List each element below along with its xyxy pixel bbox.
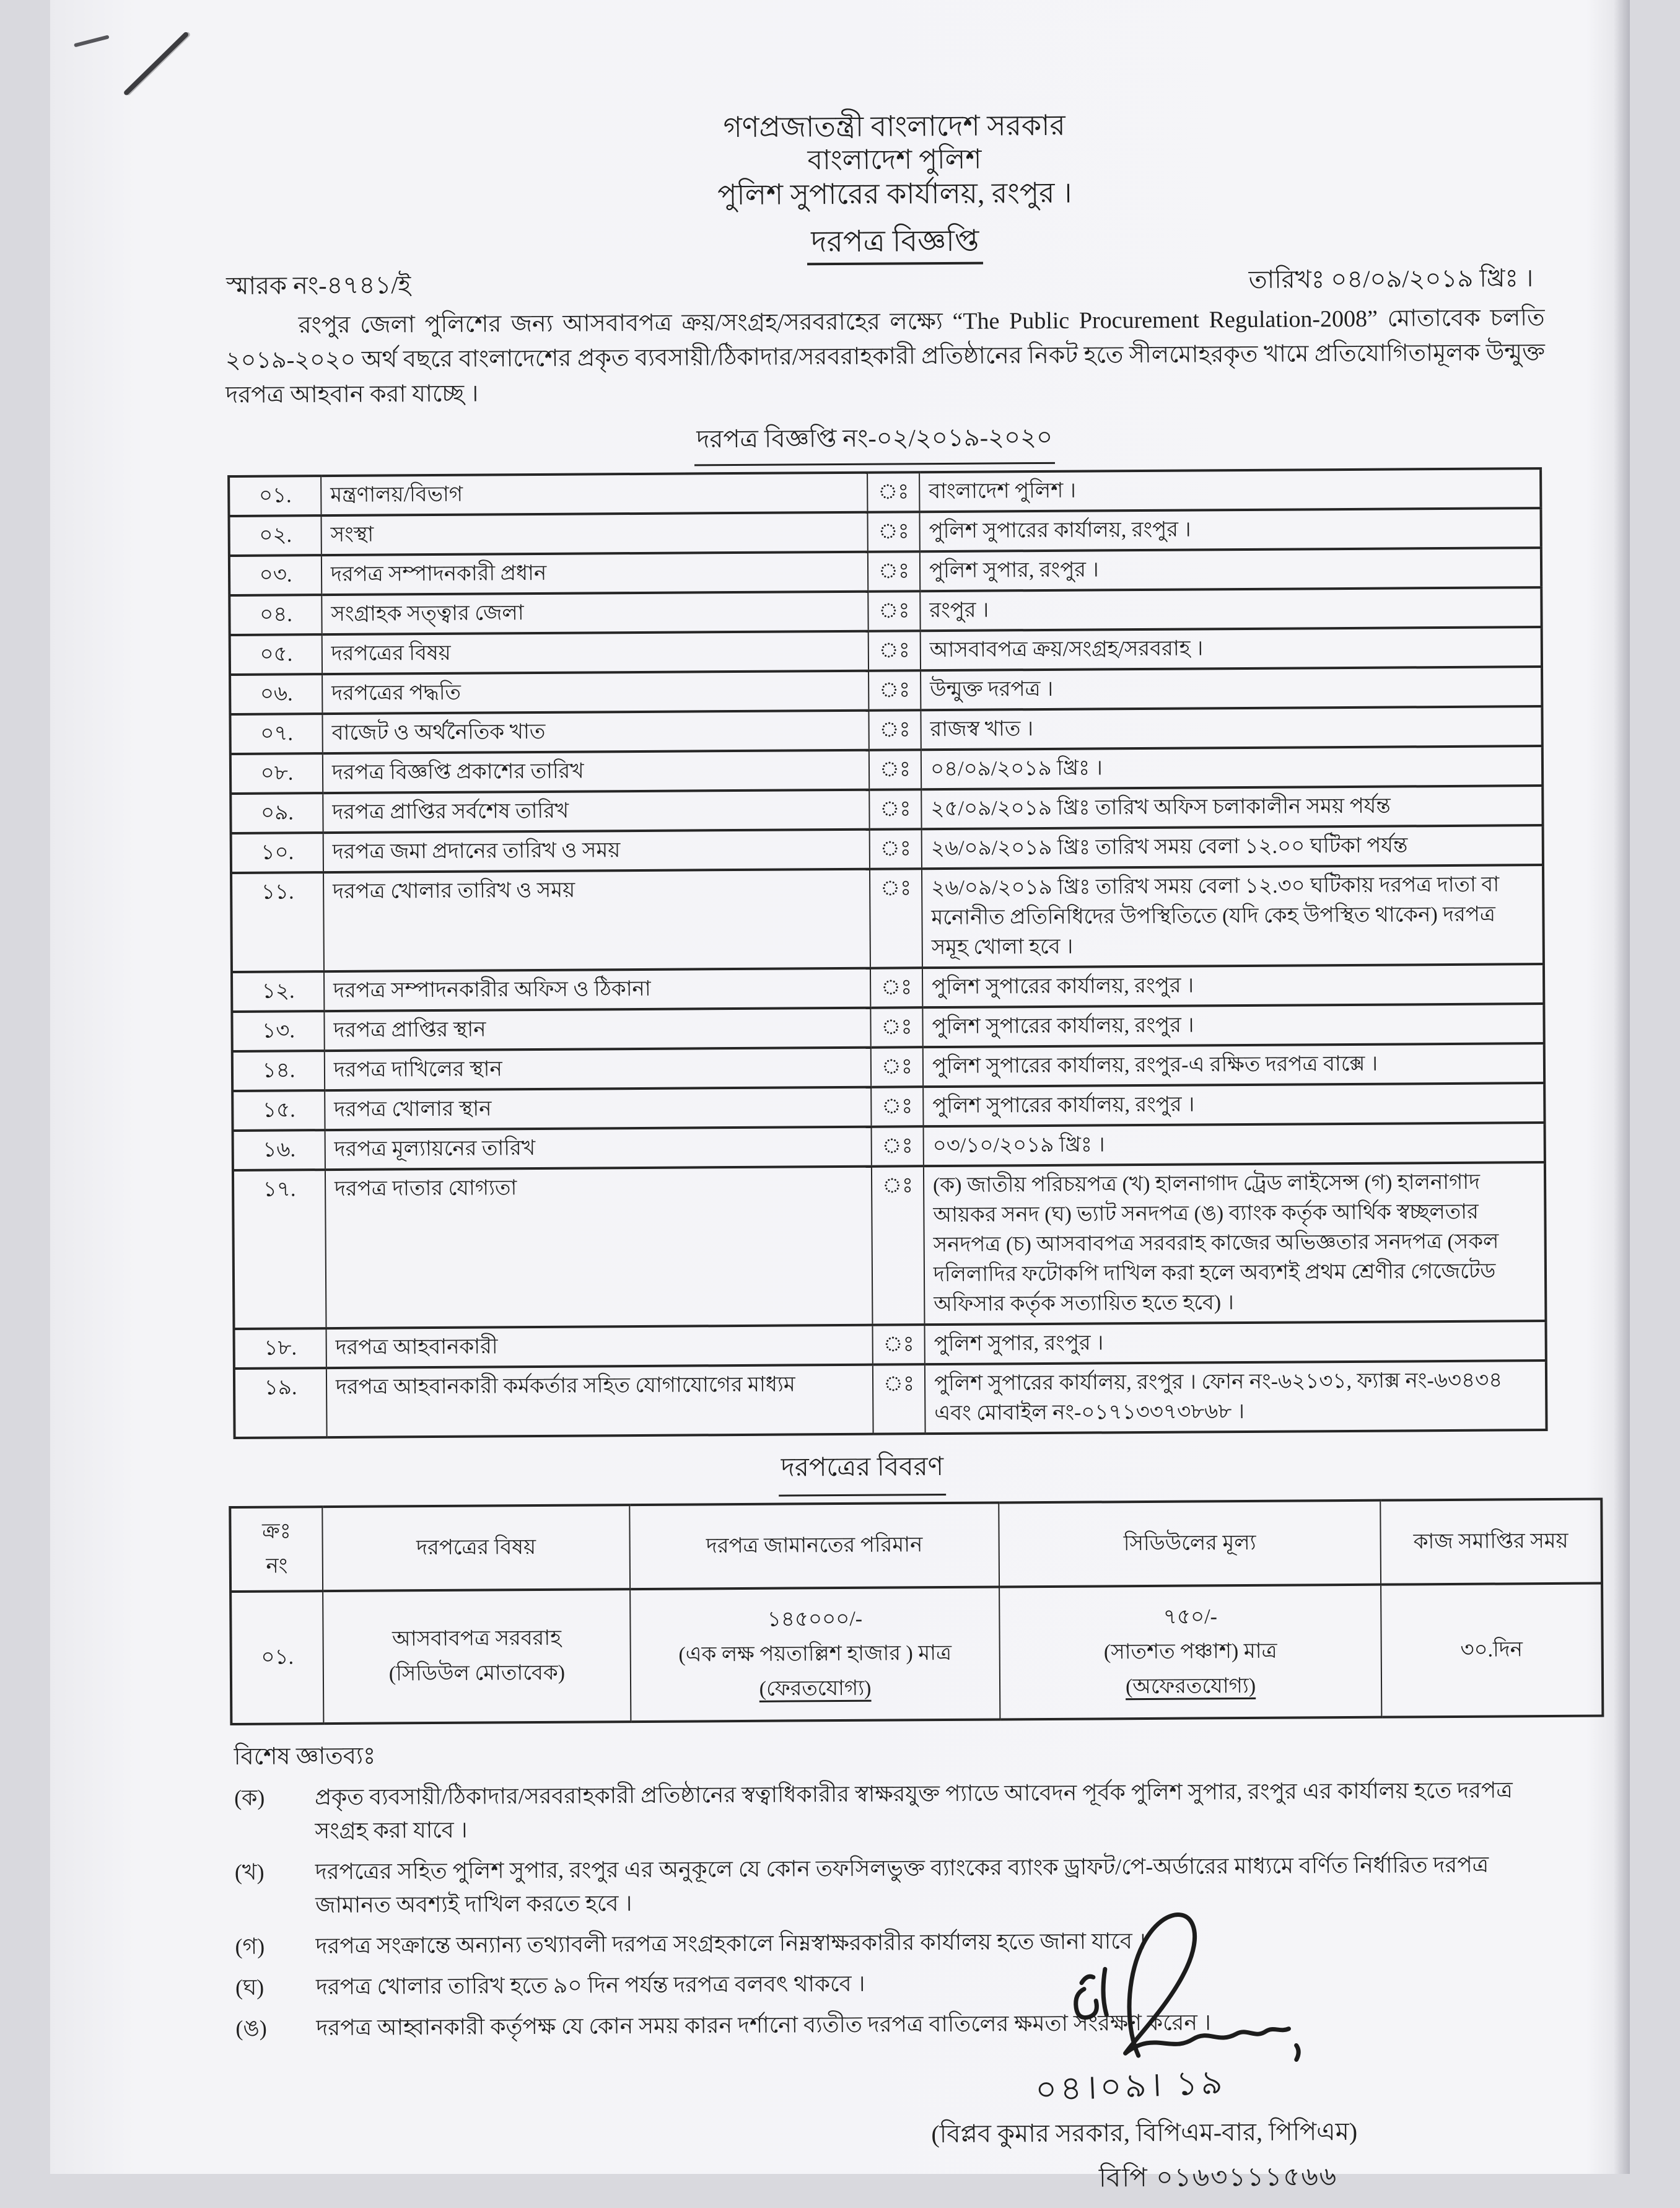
row-colon: ঃ [868, 670, 921, 711]
row-value: রংপুর । [920, 587, 1541, 631]
special-notes-heading: বিশেষ জ্ঞাতব্যঃ [234, 1743, 376, 1771]
handwritten-signature-icon [1060, 1908, 1352, 2065]
row-colon: ঃ [872, 1325, 924, 1365]
row-colon: ঃ [867, 472, 919, 512]
row-colon: ঃ [869, 750, 921, 790]
row-serial: ১২. [232, 971, 324, 1012]
details-header-security: দরপত্র জামানতের পরিমান [629, 1502, 999, 1589]
row-value: পুলিশ সুপারের কার্যালয়, রংপুর । [923, 1083, 1544, 1126]
row-serial: ০২. [229, 515, 321, 556]
row-colon: ঃ [870, 1007, 922, 1048]
schedule-price-words: (সাতশত পঞ্চাশ) মাত্র [1103, 1639, 1277, 1664]
note-item [234, 1773, 1567, 1848]
row-colon: ঃ [868, 551, 920, 592]
row-value: পুলিশ সুপার, রংপুর । [920, 548, 1541, 591]
security-amount-words: (এক লক্ষ পয়তাল্লিশ হাজার ) মাত্র [678, 1641, 952, 1667]
row-value: পুলিশ সুপারের কার্যালয়, রংপুর । ফোন নং-৬২১৩১, ফ্যাক্স নং-৬৩৪৩৪ এবং মোবাইল নং-০১৭১৩৩৭৩৮৬৮ । [925, 1360, 1547, 1434]
row-serial: ১৪. [232, 1051, 325, 1091]
note-text: প্রকৃত ব্যবসায়ী/ঠিকাদার/সরবরাহকারী প্রতিষ্ঠানের স্বত্বাধিকারীর স্বাক্ষরযুক্ত প্যাডে আবেদন পূর্বক পুলিশ সুপার, রংপুর এর কার্যালয় হতে দরপত্র সংগ্রহ করা যাবে । [315, 1777, 1513, 1844]
row-value: ২৬/০৯/২০১৯ খ্রিঃ তারিখ সময় বেলা ১২.৩০ ঘটিকায় দরপত্র দাতা বা মনোনীত প্রতিনিধিদের উপস্থিতিতে (যদি কেহ উপস্থিত থাকেন) দরপত্র সমূহ খোলা হবে । [922, 865, 1544, 968]
row-value: ০৩/১০/২০১৯ খ্রিঃ । [924, 1123, 1545, 1166]
row-label: দরপত্র খোলার তারিখ ও সময় [323, 869, 870, 971]
row-label: দরপত্রের পদ্ধতি [322, 671, 868, 714]
note-text: দরপত্রের সহিত পুলিশ সুপার, রংপুর এর অনুকূলে যে কোন তফসিলভুক্ত ব্যাংকের ব্যাংক ড্রাফট/পে-অর্ডারের মাধ্যমে বর্ণিত নির্ধারিত দরপত্র জামানত অবশ্যই দাখিল করতে হবে । [315, 1852, 1489, 1918]
office-name: পুলিশ সুপারের কার্যালয়, রংপুর । [717, 177, 1072, 211]
details-header-subject: দরপত্রের বিষয় [322, 1505, 630, 1591]
details-schedule-price-cell [999, 1585, 1381, 1720]
row-serial: ০৪. [229, 595, 322, 635]
notice-table-title-wrap [122, 414, 1627, 470]
note-label: (ঙ) [235, 2015, 267, 2041]
details-header-duration: কাজ সমাপ্তির সময় [1380, 1499, 1602, 1585]
details-header-serial-line2: নং [266, 1554, 288, 1578]
notice-table-title: দরপত্র বিজ্ঞপ্তি নং-০২/২০১৯-২০২০ [694, 418, 1055, 467]
row-serial: ০১. [229, 476, 321, 516]
note-text: দরপত্র সংক্রান্তে অন্যান্য তথ্যাবলী দরপত্র সংগ্রহকালে নিম্নস্বাক্ষরকারীর কার্যালয় হতে জানা যাবে । [315, 1929, 1146, 1959]
row-label: দরপত্র দাতার যোগ্যতা [325, 1167, 873, 1328]
schedule-nonrefundable: (অফেরতযোগ্য) [1125, 1674, 1256, 1699]
details-title: দরপত্রের বিবরণ [779, 1446, 947, 1497]
table-row [233, 1162, 1546, 1329]
details-serial: ০১. [230, 1591, 323, 1724]
details-data-row [230, 1584, 1603, 1725]
details-title-wrap [91, 1442, 1634, 1500]
row-serial: ০৬. [230, 674, 322, 714]
row-value: আসবাবপত্র ক্রয়/সংগ্রহ/সরবরাহ । [921, 627, 1542, 670]
organization-name: বাংলাদেশ পুলিশ [807, 144, 982, 176]
tender-notice-table-body [229, 468, 1546, 1438]
row-label: দরপত্র জমা প্রদানের তারিখ ও সময় [323, 830, 870, 872]
row-label: দরপত্র আহবানকারী [326, 1325, 873, 1368]
row-value: পুলিশ সুপার, রংপুর । [924, 1321, 1546, 1364]
tender-details-table-body [230, 1499, 1603, 1725]
row-value: পুলিশ সুপারের কার্যালয়, রংপুর । [922, 1004, 1544, 1047]
row-label: দরপত্র সম্পাদনকারী প্রধান [322, 552, 868, 595]
document-title: দরপত্র বিজ্ঞপ্তি [807, 225, 982, 266]
row-label: সংগ্রাহক সত্ত্বার জেলা [322, 592, 868, 634]
row-value: রাজস্ব খাত । [921, 706, 1542, 750]
row-label: সংস্থা [321, 512, 867, 555]
schedule-price: ৭৫০/- [1163, 1605, 1218, 1629]
row-serial: ১৯. [234, 1368, 327, 1438]
intro-paragraph: রংপুর জেলা পুলিশের জন্য আসবাবপত্র ক্রয়/সংগ্রহ/সরবরাহের লক্ষ্যে “The Public Procurement Regulation-2008” মোতাবেক চলতি ২০১৯-২০২০ অর্থ বছরে বাংলাদেশের প্রকৃত ব্যবসায়ী/ঠিকাদার/সরবরাহকারী প্রতিষ্ঠানের নিকট হতে সীলমোহরকৃত খামে প্রতিযোগিতামূলক উন্মুক্ত দরপত্র আহবান করা যাচ্ছে । [225, 305, 1546, 409]
row-colon: ঃ [872, 1166, 925, 1325]
memo-row [226, 262, 1539, 302]
note-text: দরপত্র আহ্বানকারী কর্তৃপক্ষ যে কোন সময় কারন দর্শানো ব্যতীত দরপত্র বাতিলের ক্ষমতা সংরক্ষণ করেন । [316, 2010, 1211, 2041]
row-value: ২৬/০৯/২০১৯ খ্রিঃ তারিখ সময় বেলা ১২.০০ ঘটিকা পর্যন্ত [922, 825, 1543, 869]
row-colon: ঃ [870, 869, 922, 968]
row-serial: ০৩. [229, 555, 322, 595]
row-serial: ১৮. [234, 1328, 326, 1369]
tender-details-table [229, 1497, 1604, 1725]
row-serial: ১৬. [233, 1130, 325, 1170]
row-label: দরপত্র প্রাপ্তির স্থান [324, 1008, 870, 1051]
row-label: দরপত্র খোলার স্থান [325, 1087, 871, 1130]
row-value: পুলিশ সুপারের কার্যালয়, রংপুর । [919, 508, 1541, 551]
row-label: বাজেট ও অর্থনৈতিক খাত [322, 711, 868, 753]
row-value: পুলিশ সুপারের কার্যালয়, রংপুর । [922, 964, 1544, 1007]
signature-date: ০৪।০৯। ১৯ [1034, 2063, 1227, 2109]
scanned-tender-notice-page [50, 0, 1630, 2193]
row-serial: ১১. [231, 872, 324, 972]
memo-number: স্মারক নং-৪৭৪১/ই [226, 271, 411, 300]
row-label: দরপত্র দাখিলের স্থান [325, 1048, 871, 1090]
signatory-name: (বিপ্লব কুমার সরকার, বিপিএম-বার, পিপিএম) [931, 2117, 1358, 2149]
row-colon: ঃ [869, 789, 921, 830]
details-security-amount-cell [630, 1587, 1000, 1722]
security-refundable: (ফেরতযোগ্য) [759, 1676, 872, 1701]
row-label: দরপত্র বিজ্ঞপ্তি প্রকাশের তারিখ [323, 750, 869, 793]
details-header-serial [230, 1507, 323, 1592]
row-colon: ঃ [868, 591, 920, 631]
letterhead [103, 0, 1680, 269]
row-colon: ঃ [868, 710, 921, 750]
row-colon: ঃ [870, 968, 922, 1008]
row-serial: ১৫. [232, 1090, 325, 1131]
row-value: ২৫/০৯/২০১৯ খ্রিঃ তারিখ অফিস চলাকালীন সময় পর্যন্ত [921, 786, 1542, 829]
government-name: গণপ্রজাতন্ত্রী বাংলাদেশ সরকার [723, 109, 1065, 144]
details-subject-line1: আসবাবপত্র সরবরাহ [392, 1626, 562, 1651]
details-header-row [230, 1499, 1602, 1592]
details-subject [323, 1589, 631, 1724]
row-serial: ০৯. [230, 793, 323, 833]
row-value: ০৪/০৯/২০১৯ খ্রিঃ । [921, 746, 1542, 789]
details-header-schedule: সিডিউলের মূল্য [999, 1500, 1381, 1587]
note-label: (গ) [235, 1934, 265, 1959]
security-amount: ১৪৫০০০/- [767, 1607, 863, 1631]
row-label: দরপত্র প্রাপ্তির সর্বশেষ তারিখ [323, 790, 869, 833]
details-duration: ৩০.দিন [1381, 1584, 1603, 1717]
memo-date: তারিখঃ ০৪/০৯/২০১৯ খ্রিঃ । [1248, 264, 1534, 294]
table-row [234, 1360, 1547, 1438]
row-serial: ১০. [231, 833, 323, 873]
tender-notice-table [227, 467, 1547, 1439]
row-colon: ঃ [870, 829, 922, 869]
row-serial: ১৭. [233, 1170, 326, 1329]
row-colon: ঃ [868, 631, 921, 671]
row-colon: ঃ [867, 512, 919, 552]
row-serial: ০৫. [230, 634, 322, 675]
row-colon: ঃ [871, 1087, 923, 1127]
row-colon: ঃ [873, 1364, 925, 1434]
row-colon: ঃ [872, 1126, 924, 1167]
row-value: উন্মুক্ত দরপত্র । [921, 667, 1542, 710]
table-row [231, 865, 1544, 972]
row-serial: ০৭. [230, 714, 322, 754]
row-label: দরপত্র আহবানকারী কর্মকর্তার সহিত যোগাযোগের মাধ্যম [326, 1365, 873, 1437]
row-label: দরপত্র সম্পাদনকারীর অফিস ও ঠিকানা [324, 968, 870, 1011]
row-colon: ঃ [871, 1047, 923, 1087]
note-label: (ঘ) [235, 1974, 265, 2000]
row-value: পুলিশ সুপারের কার্যালয়, রংপুর-এ রক্ষিত দরপত্র বাক্সে । [923, 1043, 1544, 1087]
row-label: দরপত্র মূল্যায়নের তারিখ [325, 1127, 872, 1170]
row-value: (ক) জাতীয় পরিচয়পত্র (খ) হালনাগাদ ট্রেড লাইসেন্স (গ) হালনাগাদ আয়কর সনদ (ঘ) ভ্যাট সনদপত্র (ঙ) ব্যাংক কর্তৃক আর্থিক স্বচ্ছলতার সনদপত্র (চ) আসবাবপত্র সরবরাহ কাজের অভিজ্ঞতার সনদপত্র (সকল দলিলাদির ফটোকপি দাখিল করা হলে অব্যশই প্রথম শ্রেণীর গেজেটেড অফিসার কর্তৃক সত্যায়িত হতে হবে) । [924, 1162, 1546, 1325]
row-serial: ১৩. [232, 1011, 324, 1051]
row-label: দরপত্রের বিষয় [322, 631, 868, 674]
row-label: মন্ত্রণালয়/বিভাগ [321, 473, 867, 515]
signature-block [931, 1908, 1471, 2202]
note-label: (ক) [234, 1785, 265, 1811]
row-serial: ০৮. [230, 753, 323, 794]
scan-content [45, 0, 1637, 2193]
note-text: দরপত্র খোলার তারিখ হতে ৯০ দিন পর্যন্ত দরপত্র বলবৎ থাকবে । [315, 1971, 865, 2000]
note-label: (খ) [234, 1859, 265, 1885]
details-header-serial-line1: ক্রঃ [262, 1520, 291, 1543]
details-subject-line2: (সিডিউল মোতাবেক) [388, 1661, 566, 1686]
signatory-bp-number: বিপি ০১৬৩১১১৫৬৬ [1098, 2163, 1338, 2193]
row-value: বাংলাদেশ পুলিশ । [919, 468, 1541, 512]
